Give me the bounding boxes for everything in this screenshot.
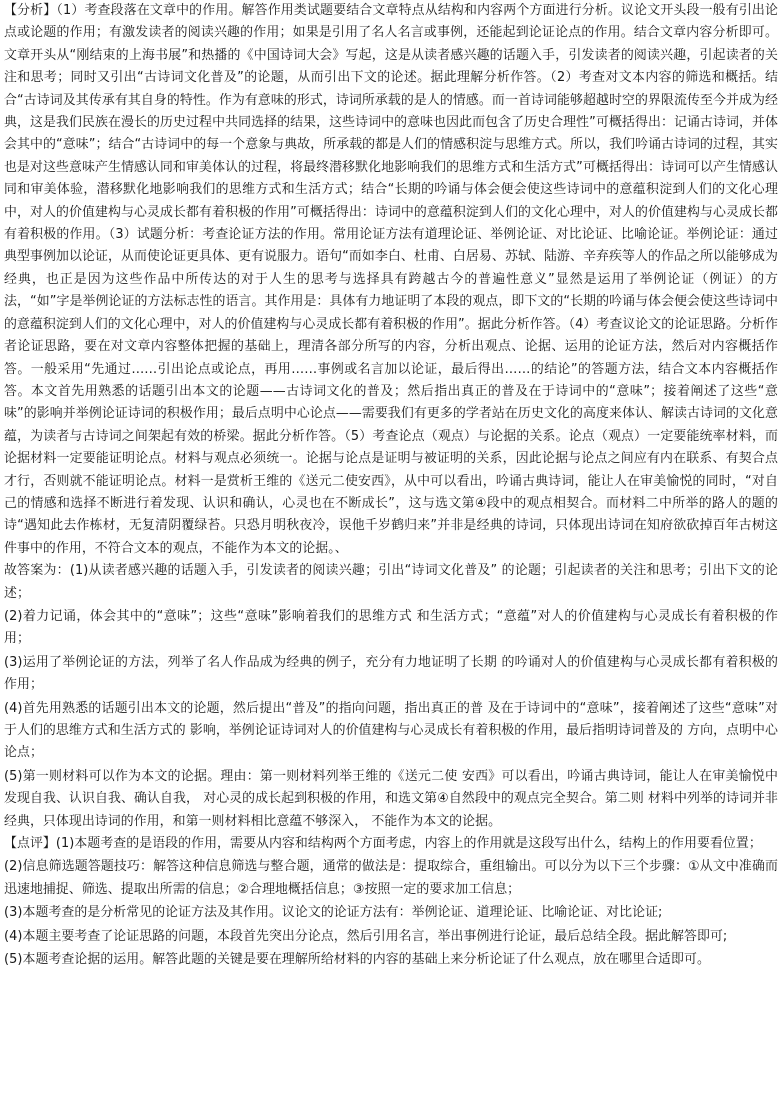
answer-item-3: (3)运用了举例论证的方法，列举了名人作品成为经典的例子，充分有力地证明了长期 的吟诵对人的价值建构与心灵成长都有着积极的作用； bbox=[4, 654, 778, 693]
comment-section bbox=[4, 833, 778, 971]
analysis-paragraph: 【分析】（1）考查段落在文章中的作用。解答作用类试题要结合文章特点从结构和内容两个方面进行分析。议论文开头段一般有引出论点或论题的作用；有激发读者的阅读兴趣的作用；如果是引用了名人名言或事例，还能起到论证论点的作用。结合文章内容分析即可。文章开头从“刚结束的上海书展”和热播的《中国诗词大会》写起，这是从读者感兴趣的话题入手，引发读者的阅读兴趣，引起读者的关注和思考；同时又引出“古诗词文化普及”的论题，从而引出下文的论述。据此理解分析作答。（2）考查对文本内容的筛选和概括。结合“古诗词及其传承有其自身的特性。作为有意味的形式，诗词所承载的是人的情感。而一首诗词能够超越时空的界限流传至今并成为经典，这是我们民族在漫长的历史过程中共同选择的结果，这些诗词中的意味也因此而包含了历史合理性”可概括得出：记诵古诗词，并体会其中的“意味”；结合“古诗词中的每一个意象与典故，所承载的都是人们的情感积淀与思维方式。所以，我们吟诵古诗词的过程，其实也是对这些意味产生情感认同和审美体认的过程，将最终潜移默化地影响我们的思维方式和生活方式”可概括得出：诗词可以产生情感认同和审美体验，潜移默化地影响我们的思维方式和生活方式；结合“长期的吟诵与体会便会使这些诗词中的意蕴积淀到人们的文化心理中，对人的价值建构与心灵成长都有着积极的作用”可概括得出：诗词中的意蕴积淀到人们的文化心理中，对人的价值建构与心灵成长都有着积极的作用。（3）试题分析：考查论证方法的作用。常用论证方法有道理论证、举例论证、对比论证、比喻论证。举例论证：通过典型事例加以论证，从而使论证更具体、更有说服力。语句“而如李白、杜甫、白居易、苏轼、陆游、辛弃疾等人的作品之所以能够成为经典，也正是因为这些作品中所传达的对于人生的思考与选择具有跨越古今的普遍性意义”显然是运用了举例论证（例证）的方法，“如”字是举例论证的方法标志性的语言。其作用是：具体有力地证明了本段的观点，即下文的“长期的吟诵与体会便会使这些诗词中的意蕴积淀到人们的文化心理中，对人的价值建构与心灵成长都有着积极的作用”。据此分析作答。（4）考查议论文的论证思路。分析作者论证思路，要在对文章内容整体把握的基础上，理清各部分所写的内容，分析出观点、论据、运用的论证方法，然后对内容概括作答。一般采用“先通过……引出论点或论点，再用……事例或名言加以论证，最后得出……的结论”的答题方法，结合文本内容概括作答。本文首先用熟悉的话题引出本文的论题——古诗词文化的普及；然后指出真正的普及在于诗词中的“意味”；接着阐述了这些“意味”的影响并举例论证诗词的积极作用；最后点明中心论点——需要我们有更多的学者站在历史文化的高度来体认、解读古诗词的文化意蕴，为读者与古诗词之间架起有效的桥梁。据此分析作答。（5）考查论点（观点）与论据的关系。论点（观点）一定要能统率材料，而论据材料一定要能证明论点。材料与观点必须统一。论据与论点是证明与被证明的关系，因此论据与论点之间应有内在联系、有契合点才行，否则就不能证明论点。材料一是赏析王维的《送元二使安西》，从中可以看出，吟诵古典诗词，能让人在审美愉悦的同时，“对自己的情感和选择不断进行着发现、认识和确认，心灵也在不断成长”，这与选文第④段中的观点相契合。而材料二中所举的路人的题的诗“遇知此去作栋材，无复清阴覆绿苔。只恐月明秋夜冷，误他千岁鹤归来”并非是经典的诗词，只体现出诗词在知府欲砍掉百年古树这件事中的作用，不符合文本的观点，不能作为本文的论据。、 bbox=[4, 3, 778, 556]
answer-item-2: (2)着力记诵，体会其中的“意味”；这些“意味”影响着我们的思维方式 和生活方式；“意蕴”对人的价值建构与心灵成长有着积极的作用； bbox=[4, 608, 778, 647]
comment-item-1: 【点评】(1)本题考查的是语段的作用，需要从内容和结构两个方面考虑，内容上的作用就是这段写出什么，结构上的作用要看位置； bbox=[4, 836, 762, 852]
answer-intro-1: 故答案为：(1)从读者感兴趣的话题入手，引发读者的阅读兴趣；引出“诗词文化普及” 的论题；引起读者的关注和思考；引出下文的论述； bbox=[4, 563, 778, 601]
comment-item-4: (4)本题主要考查了论证思路的问题，本段首先突出分论点，然后引用名言，举出事例进行论证，最后总结全段。据此解答即可; bbox=[4, 928, 728, 944]
answer-section bbox=[4, 560, 778, 833]
answer-item-5: (5)第一则材料可以作为本文的论据。理由：第一则材料列举王维的《送元二使 安西》可以看出，吟诵古典诗词，能让人在审美愉悦中发现自我、认识自我、确认自我， 对心灵的成长起到积极的作用，和选文第④自然段中的观点完全契合。第二则 材料中列举的诗词并非经典，只体现出诗词的作用，和第一则材料相比意蕴不够深入， 不能作为本文的论据。 bbox=[4, 768, 778, 829]
answer-item-4: (4)首先用熟悉的话题引出本文的论题，然后提出“普及”的指向问题，指出真正的普 及在于诗词中的“意味”，接着阐述了这些“意味”对于人们的思维方式和生活方式的 影响，举例论证诗词对人的价值建构与心灵成长有着积极的作用，最后指明诗词普及的 方向，点明中心论点； bbox=[4, 700, 778, 761]
comment-item-2: (2)信息筛选题答题技巧：解答这种信息筛选与整合题，通常的做法是：提取综合，重组输出。可以分为以下三个步骤：①从文中准确而迅速地捕捉、筛选、提取出所需的信息；②合理地概括信息；③按照一定的要求加工信息； bbox=[4, 859, 778, 897]
comment-item-5: (5)本题考查论据的运用。解答此题的关键是要在理解所给材料的内容的基础上来分析论证了什么观点，放在哪里合适即可。 bbox=[4, 952, 710, 968]
comment-item-3: (3)本题考查的是分析常见的论证方法及其作用。议论文的论证方法有：举例论证、道理论证、比喻论证、对比论证; bbox=[4, 905, 663, 921]
